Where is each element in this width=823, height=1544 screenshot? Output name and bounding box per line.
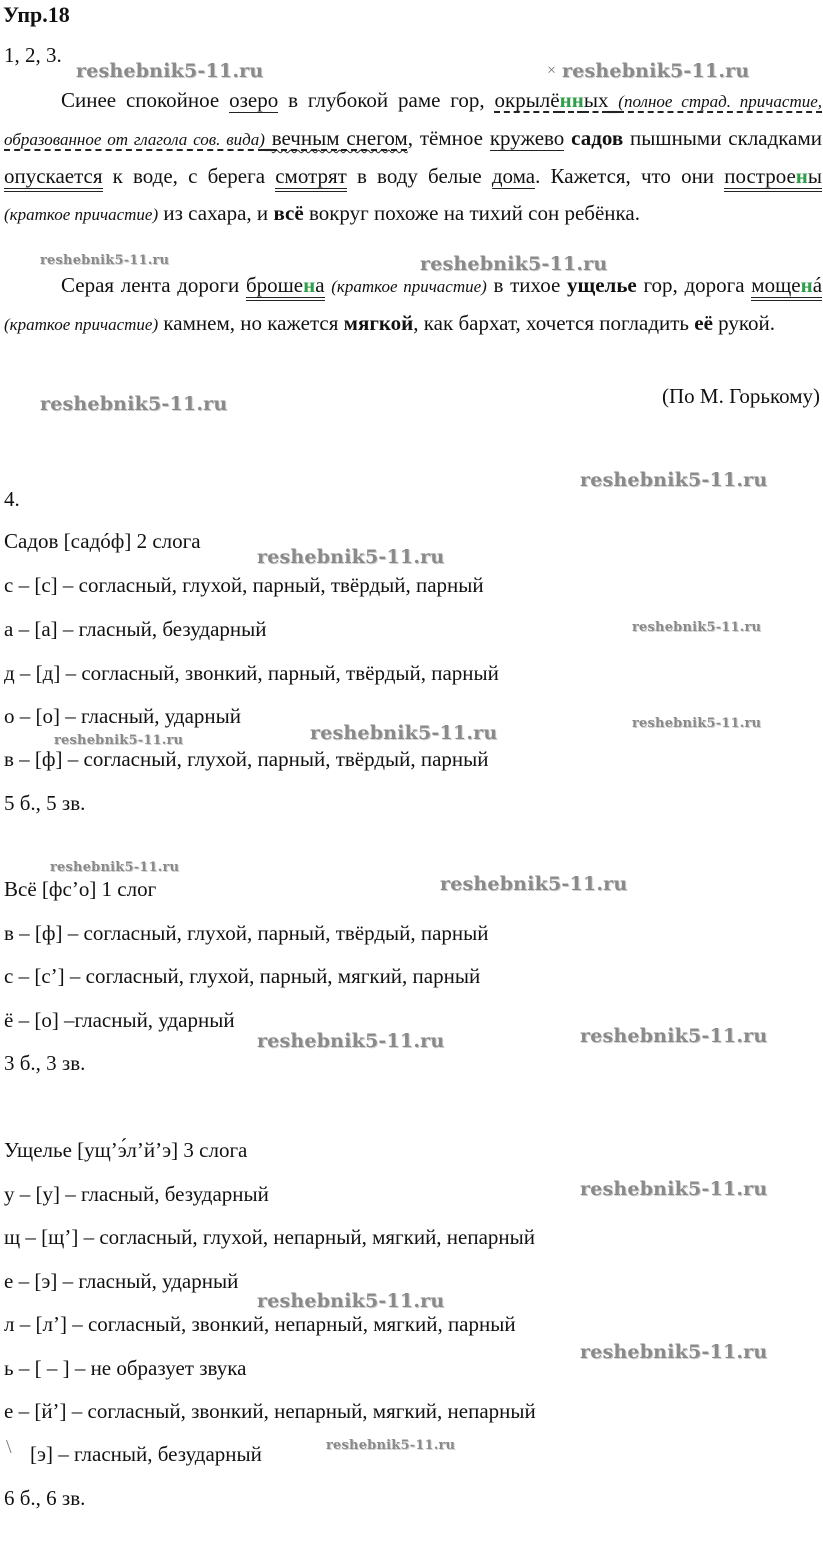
watermark: reshebnik5-11.ru <box>580 469 768 491</box>
watermark: reshebnik5-11.ru <box>257 1290 445 1312</box>
bold-word: мягкой <box>343 311 414 335</box>
watermark: reshebnik5-11.ru <box>40 253 170 268</box>
analysis-line: 3 б., 3 зв. <box>4 1051 86 1075</box>
text: в воду белые <box>356 164 482 188</box>
text: из сахара, и <box>163 201 269 225</box>
analysis-line: с – [с’] – согласный, глухой, парный, мягкий, парный <box>4 964 481 988</box>
analysis-line: [э] – гласный, безударный <box>30 1442 262 1466</box>
subject-word: озеро <box>229 88 279 112</box>
note: (краткое причастие) <box>4 205 159 224</box>
watermark: reshebnik5-11.ru <box>326 1438 456 1453</box>
author-attribution: (По М. Горькому) <box>662 384 820 408</box>
watermark: reshebnik5-11.ru <box>632 716 762 731</box>
analysis-line: с – [с] – согласный, глухой, парный, твёрдый, парный <box>4 573 484 597</box>
predicate-word: опускается <box>4 164 103 192</box>
text: камнем, но кажется <box>163 311 339 335</box>
text: . Кажется, что они <box>535 164 715 188</box>
participle-phrase: окрылённых (полное страд. причастие, образованное от глагола сов. вида) вечным снегом <box>4 88 823 150</box>
text: Синее спокойное <box>61 88 220 112</box>
analysis-line: а – [а] – гласный, безударный <box>4 617 267 641</box>
analysis-line: Ущелье [ущ’э́л’й’э] 3 слога <box>4 1138 248 1162</box>
text: Серая лента дороги <box>61 273 240 297</box>
watermark: reshebnik5-11.ru <box>40 393 228 415</box>
analysis-line: е – [э] – гласный, ударный <box>4 1269 239 1293</box>
analysis-line: л – [л’] – согласный, звонкий, непарный, мягкий, парный <box>4 1312 516 1336</box>
note: (краткое причастие) <box>331 277 487 296</box>
analysis-line: Всё [фс’о] 1 слог <box>4 877 157 901</box>
pencil-mark-icon: \ <box>6 1436 12 1458</box>
watermark: reshebnik5-11.ru <box>580 1341 768 1363</box>
text: к воде, с берега <box>112 164 266 188</box>
analysis-line: щ – [щ’] – согласный, глухой, непарный, мягкий, непарный <box>4 1225 536 1249</box>
watermark: reshebnik5-11.ru <box>420 253 608 275</box>
watermark: reshebnik5-11.ru <box>76 60 264 82</box>
analysis-line: о – [о] – гласный, ударный <box>4 704 242 728</box>
watermark: reshebnik5-11.ru <box>257 1030 445 1052</box>
watermark: reshebnik5-11.ru <box>54 733 184 748</box>
paragraph-2 <box>4 267 822 343</box>
cross-mark-icon: × <box>547 62 557 79</box>
subject-word: кружево <box>489 126 565 150</box>
text: в глубокой раме гор, <box>288 88 485 112</box>
text: , <box>413 311 419 335</box>
analysis-line: в – [ф] – согласный, глухой, парный, твёрдый, парный <box>4 921 489 945</box>
tasks-label: 1, 2, 3. <box>4 43 62 67</box>
analysis-line: е – [й’] – согласный, звонкий, непарный, мягкий, непарный <box>4 1399 536 1423</box>
predicate-word: брошена <box>246 273 325 301</box>
watermark: reshebnik5-11.ru <box>580 1025 768 1047</box>
text: , тёмное <box>407 126 483 150</box>
subject-word: дома <box>491 164 536 188</box>
analysis-line: у – [у] – гласный, безударный <box>4 1182 269 1206</box>
watermark: reshebnik5-11.ru <box>50 860 180 875</box>
exercise-title: Упр.18 <box>3 2 70 27</box>
bold-word: её <box>694 311 713 335</box>
text: как бархат, хочется погладить <box>423 311 690 335</box>
bold-word: садов <box>571 126 624 150</box>
analysis-line: 6 б., 6 зв. <box>4 1486 86 1510</box>
note: (полное страд. причастие, образованное от глагола сов. вида) <box>4 92 823 149</box>
predicate-word: построены <box>724 164 822 192</box>
note: (краткое причастие) <box>4 315 159 334</box>
watermark: reshebnik5-11.ru <box>310 722 498 744</box>
watermark: reshebnik5-11.ru <box>580 1178 768 1200</box>
bold-word: всё <box>273 201 304 225</box>
bold-word: ущелье <box>567 273 637 297</box>
watermark: reshebnik5-11.ru <box>257 546 445 568</box>
text: гор, дорога <box>643 273 745 297</box>
predicate-word: мощенá <box>751 273 822 301</box>
text: в тихое <box>493 273 561 297</box>
analysis-line: ё – [о] –гласный, ударный <box>4 1008 235 1032</box>
watermark: reshebnik5-11.ru <box>562 60 750 82</box>
text: рукой. <box>718 311 776 335</box>
text: вокруг похоже на тихий сон ребёнка. <box>308 201 640 225</box>
text: пышными складками <box>630 126 823 150</box>
analysis-line: ь – [ – ] – не образует звука <box>4 1356 247 1380</box>
analysis-line: Садов [садóф] 2 слога <box>4 529 201 553</box>
watermark: reshebnik5-11.ru <box>632 620 762 635</box>
paragraph-1 <box>4 82 822 233</box>
watermark: reshebnik5-11.ru <box>440 873 628 895</box>
analysis-line: в – [ф] – согласный, глухой, парный, твёрдый, парный <box>4 747 489 771</box>
task4-label: 4. <box>4 487 20 511</box>
analysis-line: д – [д] – согласный, звонкий, парный, твёрдый, парный <box>4 661 499 685</box>
analysis-line: 5 б., 5 зв. <box>4 791 86 815</box>
predicate-word: смотрят <box>275 164 347 192</box>
